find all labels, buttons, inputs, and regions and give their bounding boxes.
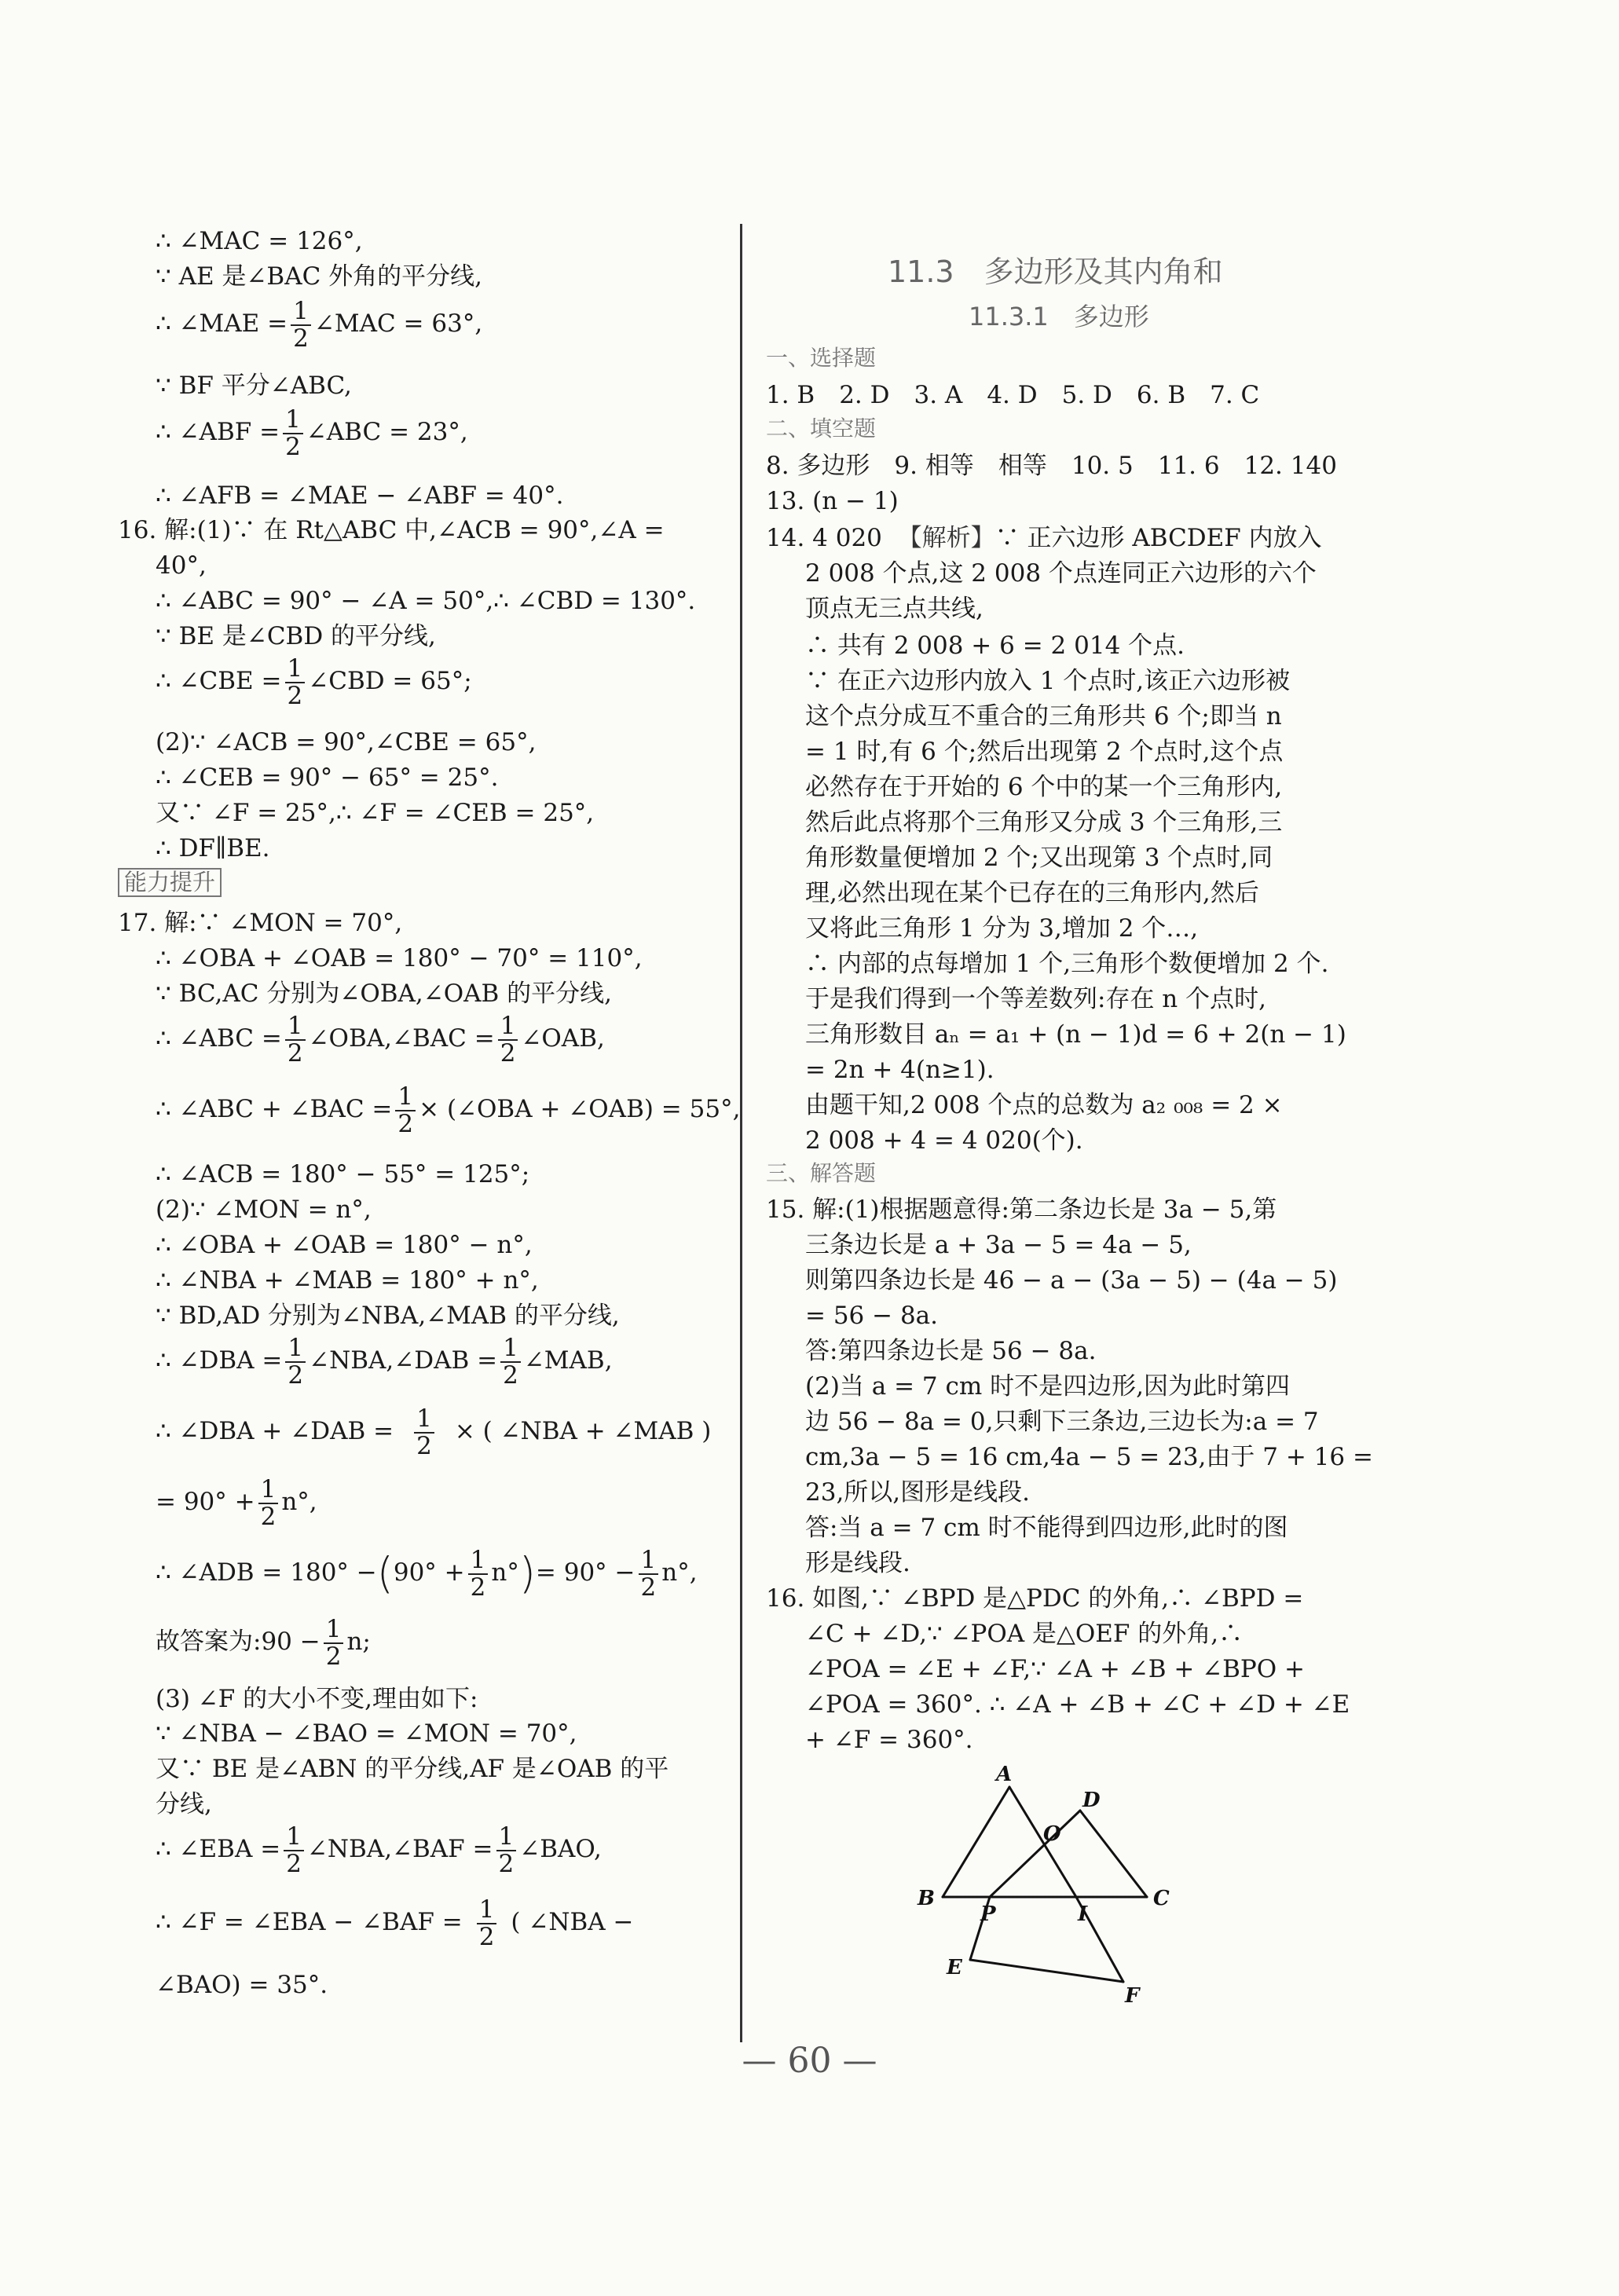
text-line: ∵ ∠NBA − ∠BAO = ∠MON = 70°, bbox=[156, 1719, 577, 1748]
segment-AB bbox=[943, 1787, 1009, 1897]
text-line: 16. 解:(1)∵ 在 Rt△ABC 中,∠ACB = 90°,∠A = bbox=[118, 516, 665, 544]
formula-line: ∴ ∠DBA = $\frac{1}{2}$ ∠NBA,∠DAB = $\frac{1}{2}$ ∠MAB, bbox=[156, 1334, 613, 1390]
fraction: $\frac{1}{2}$ bbox=[285, 656, 306, 709]
text-line: (3) ∠F 的大小不变,理由如下: bbox=[156, 1685, 478, 1713]
text-line: 理,必然出现在某个已存在的三角形内,然后 bbox=[805, 879, 1259, 907]
text-line: 角形数量便增加 2 个;又出现第 3 个点时,同 bbox=[805, 844, 1273, 872]
fraction: $\frac{1}{2}$ bbox=[496, 1824, 517, 1877]
label-E: E bbox=[947, 1956, 962, 1979]
text-line: ∴ ∠ABC = 90° − ∠A = 50°,∴ ∠CBD = 130°. bbox=[156, 587, 696, 615]
text-line: ∵ BF 平分∠ABC, bbox=[156, 372, 352, 400]
geometry-figure bbox=[911, 1763, 1210, 2007]
label-P: P bbox=[980, 1902, 996, 1926]
text-line: 又∵ BE 是∠ABN 的平分线,AF 是∠OAB 的平 bbox=[156, 1755, 669, 1783]
label-O: O bbox=[1043, 1822, 1061, 1846]
text-line: 于是我们得到一个等差数列:存在 n 个点时, bbox=[805, 985, 1266, 1013]
label-C: C bbox=[1153, 1887, 1170, 1910]
text-line: = 1 时,有 6 个;然后出现第 2 个点时,这个点 bbox=[805, 738, 1284, 766]
text-line: 14. 4 020 【解析】∵ 正六边形 ABCDEF 内放入 bbox=[766, 524, 1322, 552]
section-title: 11.3 多边形及其内角和 bbox=[888, 255, 1223, 289]
text-line: ∵ BD,AD 分别为∠NBA,∠MAB 的平分线, bbox=[156, 1302, 620, 1330]
text-line: 23,所以,图形是线段. bbox=[805, 1478, 1031, 1507]
label-I: I bbox=[1078, 1902, 1088, 1926]
column-divider bbox=[740, 224, 742, 2042]
text-line: ∵ 在正六边形内放入 1 个点时,该正六边形被 bbox=[805, 667, 1291, 695]
fraction: $\frac{1}{2}$ bbox=[395, 1084, 416, 1137]
text-line: 分线, bbox=[156, 1790, 212, 1818]
text-line: 13. (n − 1) bbox=[766, 487, 899, 515]
text-line: ∴ ∠ACB = 180° − 55° = 125°; bbox=[156, 1160, 530, 1188]
fraction: $\frac{1}{2}$ bbox=[284, 1824, 304, 1877]
text-line: 形是线段. bbox=[805, 1549, 910, 1577]
text-line: ∠POA = 360°. ∴ ∠A + ∠B + ∠C + ∠D + ∠E bbox=[805, 1690, 1350, 1719]
text-line: (2)∵ ∠MON = n°, bbox=[156, 1196, 372, 1224]
text-line: 答:当 a = 7 cm 时不能得到四边形,此时的图 bbox=[805, 1514, 1288, 1542]
text-line: 又将此三角形 1 分为 3,增加 2 个…, bbox=[805, 914, 1199, 943]
text-line: ∴ 内部的点每增加 1 个,三角形个数便增加 2 个. bbox=[805, 950, 1329, 978]
text-line: 2 008 个点,这 2 008 个点连同正六边形的六个 bbox=[805, 559, 1317, 588]
text-line: 答:第四条边长是 56 − 8a. bbox=[805, 1337, 1097, 1365]
label-A: A bbox=[996, 1763, 1013, 1786]
formula-line: ∴ ∠F = ∠EBA − ∠BAF = $\frac{1}{2}$ ( ∠NBA − bbox=[156, 1895, 634, 1951]
fraction: $\frac{1}{2}$ bbox=[285, 1013, 306, 1066]
label-F: F bbox=[1125, 1984, 1140, 2007]
text-line: ∴ 共有 2 008 + 6 = 2 014 个点. bbox=[805, 632, 1185, 660]
fraction: $\frac{1}{2}$ bbox=[291, 298, 311, 351]
text-line: ∵ BE 是∠CBD 的平分线, bbox=[156, 622, 436, 650]
heading-choice: 一、选择题 bbox=[766, 345, 877, 371]
segment-DC bbox=[1080, 1811, 1147, 1897]
formula-line: ∴ ∠MAE = $\frac{1}{2}$ ∠MAC = 63°, bbox=[156, 297, 483, 353]
fraction: $\frac{1}{2}$ bbox=[283, 407, 303, 460]
segment-DP bbox=[990, 1811, 1080, 1897]
fraction: $\frac{1}{2}$ bbox=[258, 1477, 279, 1529]
fraction: $\frac{1}{2}$ bbox=[285, 1335, 306, 1388]
text-line: ∵ BC,AC 分别为∠OBA,∠OAB 的平分线, bbox=[156, 980, 613, 1008]
formula-line: ∴ ∠DBA + ∠DAB = $\frac{1}{2}$ × ( ∠NBA + ∠MAB ) bbox=[156, 1404, 712, 1460]
formula-line: ∴ ∠ABC + ∠BAC = $\frac{1}{2}$ × (∠OBA + ∠OAB) = 55°, bbox=[156, 1082, 741, 1138]
text-line: ∴ ∠MAC = 126°, bbox=[156, 227, 363, 255]
subsection-title: 11.3.1 多边形 bbox=[969, 302, 1149, 331]
text-line: (2)∵ ∠ACB = 90°,∠CBE = 65°, bbox=[156, 728, 537, 756]
text-line: ∴ ∠NBA + ∠MAB = 180° + n°, bbox=[156, 1266, 539, 1294]
text-line: 则第四条边长是 46 − a − (3a − 5) − (4a − 5) bbox=[805, 1266, 1338, 1294]
text-line: (2)当 a = 7 cm 时不是四边形,因为此时第四 bbox=[805, 1372, 1290, 1401]
text-line: 40°, bbox=[156, 551, 207, 580]
text-line: ∵ AE 是∠BAC 外角的平分线, bbox=[156, 262, 483, 291]
text-line: 必然存在于开始的 6 个中的某一个三角形内, bbox=[805, 773, 1283, 801]
fraction: $\frac{1}{2}$ bbox=[498, 1013, 518, 1066]
text-line: 边 56 − 8a = 0,只剩下三条边,三边长为:a = 7 bbox=[805, 1408, 1319, 1436]
formula-line: ∴ ∠ADB = 180° −(90° + $\frac{1}{2}$ n°)= 90° − $\frac{1}{2}$ n°, bbox=[156, 1546, 698, 1602]
fraction: $\frac{1}{2}$ bbox=[639, 1547, 659, 1600]
answers-choice: 1. B 2. D 3. A 4. D 5. D 6. B 7. C bbox=[766, 381, 1260, 409]
text-line: + ∠F = 360°. bbox=[805, 1726, 973, 1754]
text-line: ∠POA = ∠E + ∠F,∵ ∠A + ∠B + ∠BPO + bbox=[805, 1655, 1306, 1683]
label-B: B bbox=[918, 1887, 935, 1910]
text-line: = 2n + 4(n≥1). bbox=[805, 1056, 994, 1084]
text-line: 16. 如图,∵ ∠BPD 是△PDC 的外角,∴ ∠BPD = bbox=[766, 1584, 1304, 1613]
text-line: ∴ DF∥BE. bbox=[156, 834, 270, 862]
heading-fill: 二、填空题 bbox=[766, 416, 877, 441]
text-line: 由题干知,2 008 个点的总数为 a₂ ₀₀₈ = 2 × bbox=[805, 1091, 1283, 1119]
fraction: $\frac{1}{2}$ bbox=[477, 1897, 497, 1950]
text-line: cm,3a − 5 = 16 cm,4a − 5 = 23,由于 7 + 16 = bbox=[805, 1443, 1373, 1471]
text-line: 又∵ ∠F = 25°,∴ ∠F = ∠CEB = 25°, bbox=[156, 799, 595, 827]
text-line: ∴ ∠OBA + ∠OAB = 180° − 70° = 110°, bbox=[156, 944, 643, 972]
heading-solve: 三、解答题 bbox=[766, 1160, 877, 1186]
formula-line: ∴ ∠EBA = $\frac{1}{2}$ ∠NBA,∠BAF = $\frac{1}{2}$ ∠BAO, bbox=[156, 1822, 602, 1878]
text-line: ∠C + ∠D,∵ ∠POA 是△OEF 的外角,∴ bbox=[805, 1620, 1244, 1648]
text-line: 三角形数目 aₙ = a₁ + (n − 1)d = 6 + 2(n − 1) bbox=[805, 1020, 1346, 1049]
text-line: ∠BAO) = 35°. bbox=[156, 1971, 328, 1999]
fraction: $\frac{1}{2}$ bbox=[324, 1617, 344, 1669]
text-line: 三条边长是 a + 3a − 5 = 4a − 5, bbox=[805, 1231, 1192, 1259]
label-D: D bbox=[1082, 1789, 1101, 1812]
text-line: = 56 − 8a. bbox=[805, 1302, 939, 1330]
text-line: 15. 解:(1)根据题意得:第二条边长是 3a − 5,第 bbox=[766, 1196, 1277, 1224]
formula-line: ∴ ∠ABC = $\frac{1}{2}$ ∠OBA,∠BAC = $\frac{1}{2}$ ∠OAB, bbox=[156, 1012, 605, 1067]
text-line: 然后此点将那个三角形又分成 3 个三角形,三 bbox=[805, 808, 1283, 837]
formula-line: = 90° + $\frac{1}{2}$ n°, bbox=[156, 1475, 317, 1531]
page-number: — 60 — bbox=[742, 2041, 877, 2081]
formula-line: ∴ ∠ABF = $\frac{1}{2}$ ∠ABC = 23°, bbox=[156, 405, 468, 461]
fraction: $\frac{1}{2}$ bbox=[468, 1547, 489, 1600]
answers-fill: 8. 多边形 9. 相等 相等 10. 5 11. 6 12. 140 bbox=[766, 452, 1337, 480]
text-line: ∴ ∠AFB = ∠MAE − ∠ABF = 40°. bbox=[156, 482, 564, 510]
text-line: 2 008 + 4 = 4 020(个). bbox=[805, 1126, 1083, 1155]
ability-label: 能力提升 bbox=[118, 868, 222, 897]
fraction: $\frac{1}{2}$ bbox=[500, 1335, 521, 1388]
formula-line: ∴ ∠CBE = $\frac{1}{2}$ ∠CBD = 65°; bbox=[156, 654, 472, 710]
formula-line: 故答案为:90 − $\frac{1}{2}$ n; bbox=[156, 1615, 371, 1671]
text-line: 17. 解:∵ ∠MON = 70°, bbox=[118, 909, 403, 937]
text-line: ∴ ∠OBA + ∠OAB = 180° − n°, bbox=[156, 1231, 533, 1259]
text-line: 这个点分成互不重合的三角形共 6 个;即当 n bbox=[805, 702, 1282, 731]
fraction: $\frac{1}{2}$ bbox=[414, 1406, 434, 1459]
segment-EF bbox=[970, 1960, 1123, 1982]
text-line: ∴ ∠CEB = 90° − 65° = 25°. bbox=[156, 764, 499, 792]
text-line: 顶点无三点共线, bbox=[805, 595, 983, 623]
analysis-tag: 【解析】 bbox=[897, 524, 995, 552]
